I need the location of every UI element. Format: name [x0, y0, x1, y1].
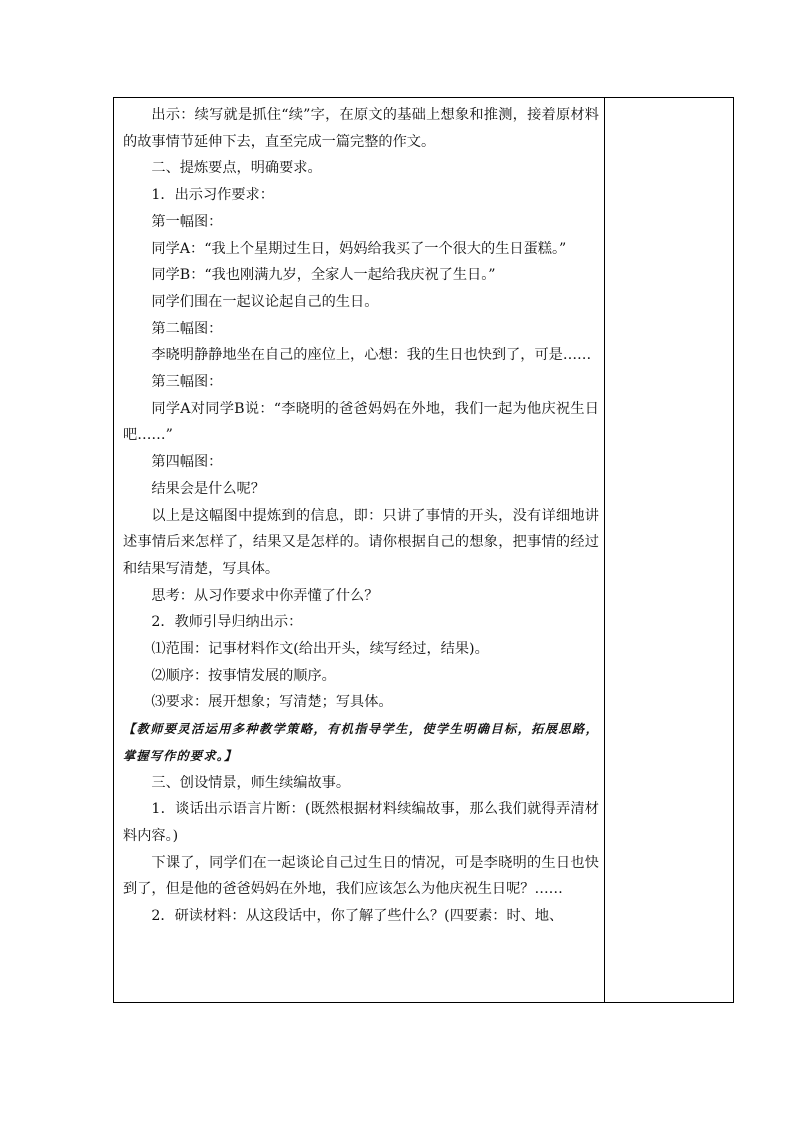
picture-label: 第一幅图：	[151, 213, 223, 230]
paragraph: 同学A：“我上个星期过生日，妈妈给我买了一个很大的生日蛋糕。”	[151, 240, 567, 257]
column-divider	[604, 98, 605, 1002]
section-heading: 二、提炼要点，明确要求。	[151, 160, 322, 177]
picture-label: 第二幅图：	[151, 320, 223, 337]
list-item: ⑴范围：记事材料作文(给出开头，续写经过，结果)。	[151, 641, 489, 658]
paragraph: 同学A对同学B说：“李晓明的爸爸妈妈在外地，我们一起为他庆祝生日吧……”	[123, 400, 599, 444]
lesson-table	[113, 97, 734, 1003]
paragraph: 同学们围在一起议论起自己的生日。	[151, 293, 379, 310]
paragraph: 1．出示习作要求：	[151, 187, 274, 204]
paragraph: 同学B：“我也刚满九岁，全家人一起给我庆祝了生日。”	[151, 267, 496, 284]
section-heading: 三、创设情景，师生续编故事。	[151, 774, 351, 791]
paragraph: 2．研读材料：从这段话中，你了解了些什么？(四要素：时、地、	[151, 908, 564, 925]
lesson-content-cell	[123, 102, 599, 930]
paragraph: 下课了，同学们在一起谈论自己过生日的情况，可是李晓明的生日也快到了，但是他的爸爸妈妈在外地，我们应该怎么为他庆祝生日呢？……	[123, 854, 599, 898]
paragraph: 出示：续写就是抓住“续”字，在原文的基础上想象和推测，接着原材料的故事情节延伸下去，直至完成一篇完整的作文。	[123, 107, 599, 150]
paragraph: 2．教师引导归纳出示：	[151, 614, 303, 631]
paragraph: 思考：从习作要求中你弄懂了什么？	[151, 587, 379, 604]
paragraph: 李晓明静静地坐在自己的座位上，心想：我的生日也快到了，可是……	[151, 347, 592, 364]
picture-label: 第三幅图：	[151, 374, 223, 391]
paragraph: 结果会是什么呢？	[151, 480, 265, 497]
paragraph: 1．谈话出示语言片断：(既然根据材料续编故事，那么我们就得弄清材料内容。)	[123, 801, 599, 844]
picture-label: 第四幅图：	[151, 454, 223, 471]
teacher-note: 【教师要灵活运用多种教学策略，有机指导学生，使学生明确目标，拓展思路，掌握写作的要求。】	[123, 722, 599, 763]
list-item: ⑵顺序：按事情发展的顺序。	[151, 667, 336, 684]
list-item: ⑶要求：展开想象；写清楚；写具体。	[151, 694, 393, 711]
paragraph: 以上是这幅图中提炼到的信息，即：只讲了事情的开头，没有详细地讲述事情后来怎样了，结果又是怎样的。请你根据自己的想象，把事情的经过和结果写清楚，写具体。	[123, 507, 599, 577]
